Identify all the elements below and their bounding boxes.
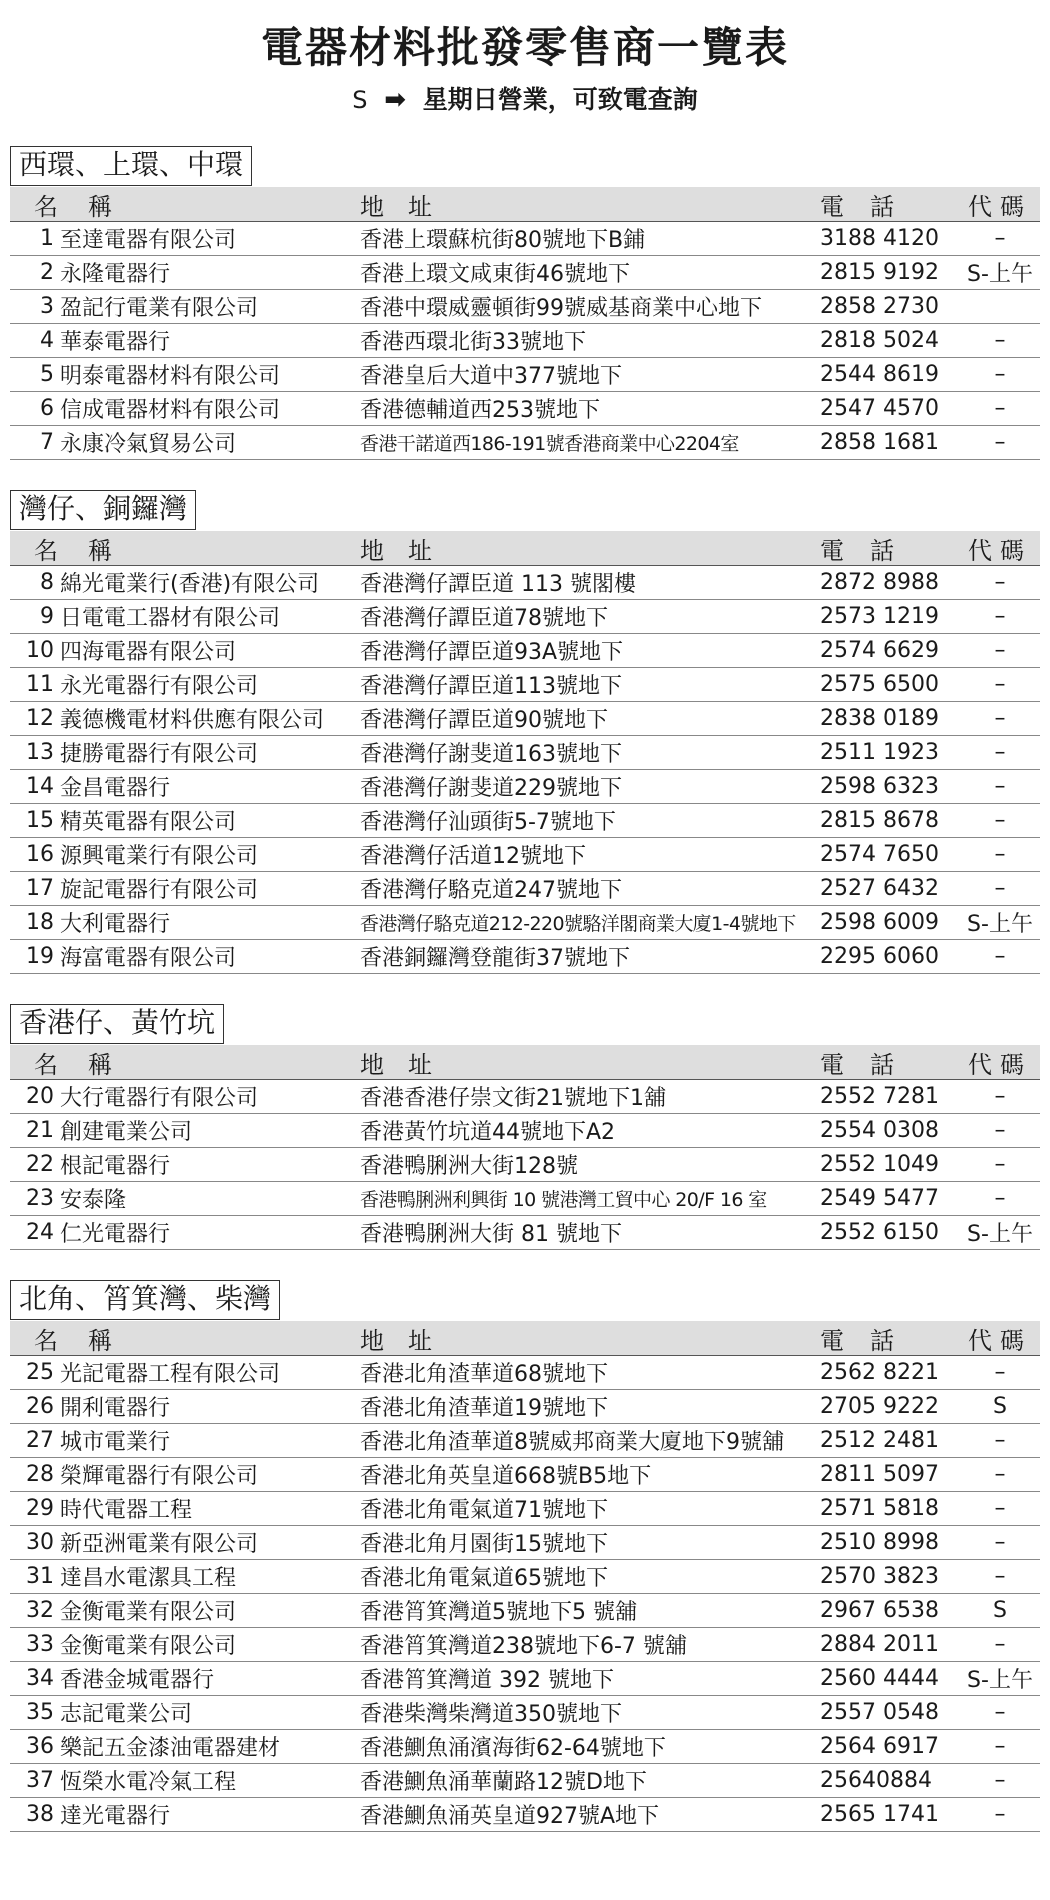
shop-address: 香港德輔道西253號地下 xyxy=(360,398,600,423)
shop-code: – xyxy=(994,944,1006,969)
shop-address: 香港上環文咸東街46號地下 xyxy=(360,262,630,287)
shop-code: – xyxy=(994,808,1006,833)
shop-phone: 2811 5097 xyxy=(820,1462,939,1487)
row-number: 32 xyxy=(26,1598,54,1623)
row-number: 28 xyxy=(26,1462,54,1487)
shop-address: 香港灣仔譚臣道113號地下 xyxy=(360,674,622,699)
header-address: 地址 xyxy=(360,536,456,565)
shop-phone: 2527 6432 xyxy=(820,876,939,901)
shop-phone: 2549 5477 xyxy=(820,1186,939,1211)
table-row xyxy=(10,1492,1040,1526)
shop-address: 香港皇后大道中377號地下 xyxy=(360,364,622,389)
shop-name: 信成電器材料有限公司 xyxy=(60,398,281,423)
shop-code: – xyxy=(994,638,1006,663)
row-number: 7 xyxy=(40,430,54,455)
shop-name: 盈記行電業有限公司 xyxy=(60,296,259,321)
shop-address: 香港灣仔汕頭街5-7號地下 xyxy=(360,810,616,835)
header-phone: 電話 xyxy=(820,1326,920,1355)
row-number: 11 xyxy=(26,672,54,697)
shop-name: 根記電器行 xyxy=(60,1154,171,1179)
section-title: 香港仔、黃竹坑 xyxy=(10,1004,224,1044)
table-row xyxy=(10,1764,1040,1798)
shop-code: – xyxy=(994,570,1006,595)
district-section xyxy=(10,146,1040,460)
shop-address: 香港灣仔譚臣道90號地下 xyxy=(360,708,608,733)
shop-code: – xyxy=(994,328,1006,353)
shop-code: – xyxy=(994,1152,1006,1177)
district-section xyxy=(10,490,1040,974)
shop-name: 仁光電器行 xyxy=(60,1222,171,1247)
header-address: 地址 xyxy=(360,1326,456,1355)
district-section xyxy=(10,1280,1040,1832)
table-row xyxy=(10,222,1040,256)
table-row xyxy=(10,1526,1040,1560)
row-number: 35 xyxy=(26,1700,54,1725)
shop-code: – xyxy=(994,1462,1006,1487)
shop-address: 香港北角電氣道65號地下 xyxy=(360,1566,608,1591)
shop-table xyxy=(10,531,1040,974)
table-row xyxy=(10,1356,1040,1390)
shop-phone: 2570 3823 xyxy=(820,1564,939,1589)
shop-name: 恆榮水電冷氣工程 xyxy=(60,1770,237,1795)
shop-phone: 2544 8619 xyxy=(820,362,939,387)
shop-code: – xyxy=(994,430,1006,455)
shop-code: – xyxy=(994,1118,1006,1143)
row-number: 9 xyxy=(40,604,54,629)
table-row xyxy=(10,290,1040,324)
shop-name: 永隆電器行 xyxy=(60,262,171,287)
shop-address: 香港鰂魚涌華蘭路12號D地下 xyxy=(360,1770,647,1795)
shop-phone: 2967 6538 xyxy=(820,1598,939,1623)
table-row xyxy=(10,566,1040,600)
shop-address: 香港銅鑼灣登龍街37號地下 xyxy=(360,946,630,971)
shop-address: 香港西環北街33號地下 xyxy=(360,330,586,355)
shop-code: S xyxy=(993,1598,1007,1623)
table-row xyxy=(10,872,1040,906)
shop-code: – xyxy=(994,1632,1006,1657)
table-row xyxy=(10,668,1040,702)
sunday-code: S xyxy=(352,86,368,114)
shop-phone: 3188 4120 xyxy=(820,226,939,251)
row-number: 25 xyxy=(26,1360,54,1385)
section-title: 西環、上環、中環 xyxy=(10,146,252,186)
row-number: 33 xyxy=(26,1632,54,1657)
row-number: 12 xyxy=(26,706,54,731)
row-number: 23 xyxy=(26,1186,54,1211)
shop-code: – xyxy=(994,1084,1006,1109)
shop-address: 香港北角月園街15號地下 xyxy=(360,1532,608,1557)
shop-phone: 2872 8988 xyxy=(820,570,939,595)
row-number: 20 xyxy=(26,1084,54,1109)
shop-code: – xyxy=(994,672,1006,697)
shop-address: 香港北角渣華道19號地下 xyxy=(360,1396,608,1421)
shop-code: – xyxy=(994,842,1006,867)
row-number: 1 xyxy=(40,226,54,251)
shop-phone: 2510 8998 xyxy=(820,1530,939,1555)
row-number: 29 xyxy=(26,1496,54,1521)
row-number: 38 xyxy=(26,1802,54,1827)
table-row xyxy=(10,1080,1040,1114)
shop-name: 旋記電器行有限公司 xyxy=(60,878,259,903)
table-row xyxy=(10,256,1040,290)
shop-name: 城市電業行 xyxy=(60,1430,171,1455)
shop-code: – xyxy=(994,1700,1006,1725)
shop-phone: 2295 6060 xyxy=(820,944,939,969)
shop-code: – xyxy=(994,774,1006,799)
shop-name: 達昌水電潔具工程 xyxy=(60,1566,237,1591)
header-name: 名稱 xyxy=(34,1050,142,1079)
shop-phone: 2560 4444 xyxy=(820,1666,939,1691)
shop-phone: 2858 2730 xyxy=(820,294,939,319)
shop-code: – xyxy=(994,1360,1006,1385)
row-number: 2 xyxy=(40,260,54,285)
table-header xyxy=(10,1045,1040,1080)
row-number: 34 xyxy=(26,1666,54,1691)
shop-phone: 2552 7281 xyxy=(820,1084,939,1109)
shop-phone: 2838 0189 xyxy=(820,706,939,731)
shop-code: – xyxy=(994,1530,1006,1555)
shop-address: 香港北角渣華道8號威邦商業大廈地下9號舖 xyxy=(360,1430,784,1455)
shop-address: 香港灣仔謝斐道163號地下 xyxy=(360,742,622,767)
row-number: 14 xyxy=(26,774,54,799)
shop-code: – xyxy=(994,396,1006,421)
row-number: 21 xyxy=(26,1118,54,1143)
shop-address: 香港筲箕灣道5號地下5 號舖 xyxy=(360,1600,637,1625)
shop-phone: 2815 9192 xyxy=(820,260,939,285)
shop-address: 香港灣仔活道12號地下 xyxy=(360,844,586,869)
shop-phone: 2574 6629 xyxy=(820,638,939,663)
shop-name: 志記電業公司 xyxy=(60,1702,193,1727)
row-number: 4 xyxy=(40,328,54,353)
shop-name: 大行電器行有限公司 xyxy=(60,1086,259,1111)
row-number: 27 xyxy=(26,1428,54,1453)
shop-code: – xyxy=(994,1496,1006,1521)
shop-name: 綿光電業行(香港)有限公司 xyxy=(60,572,320,597)
shop-phone: 2512 2481 xyxy=(820,1428,939,1453)
table-header xyxy=(10,531,1040,566)
shop-address: 香港灣仔駱克道212-220號駱洋閣商業大廈1-4號地下 xyxy=(360,913,796,935)
shop-code: – xyxy=(994,1564,1006,1589)
table-row xyxy=(10,736,1040,770)
shop-address: 香港香港仔崇文街21號地下1舖 xyxy=(360,1086,666,1111)
table-row xyxy=(10,1628,1040,1662)
row-number: 18 xyxy=(26,910,54,935)
table-row xyxy=(10,392,1040,426)
table-row xyxy=(10,1148,1040,1182)
shop-phone: 25640884 xyxy=(820,1768,932,1793)
shop-code: – xyxy=(994,740,1006,765)
header-name: 名稱 xyxy=(34,536,142,565)
shop-name: 金衡電業有限公司 xyxy=(60,1600,237,1625)
table-row xyxy=(10,940,1040,974)
shop-address: 香港北角渣華道68號地下 xyxy=(360,1362,608,1387)
table-row xyxy=(10,426,1040,460)
shop-address: 香港鴨脷洲利興街 10 號港灣工貿中心 20/F 16 室 xyxy=(360,1189,767,1211)
shop-phone: 2552 6150 xyxy=(820,1220,939,1245)
shop-code: – xyxy=(994,1428,1006,1453)
shop-name: 華泰電器行 xyxy=(60,330,171,355)
shop-address: 香港鴨脷洲大街128號 xyxy=(360,1154,578,1179)
shop-code: S-上午 xyxy=(967,262,1033,287)
table-row xyxy=(10,358,1040,392)
shop-phone: 2574 7650 xyxy=(820,842,939,867)
shop-name: 開利電器行 xyxy=(60,1396,171,1421)
shop-address: 香港筲箕灣道 392 號地下 xyxy=(360,1668,614,1693)
shop-address: 香港灣仔譚臣道78號地下 xyxy=(360,606,608,631)
shop-name: 光記電器工程有限公司 xyxy=(60,1362,281,1387)
shop-code: – xyxy=(994,1734,1006,1759)
row-number: 6 xyxy=(40,396,54,421)
shop-name: 永光電器行有限公司 xyxy=(60,674,259,699)
header-name: 名稱 xyxy=(34,1326,142,1355)
shop-name: 安泰隆 xyxy=(60,1188,127,1213)
table-header xyxy=(10,187,1040,222)
shop-name: 金昌電器行 xyxy=(60,776,171,801)
table-row xyxy=(10,702,1040,736)
shop-name: 時代電器工程 xyxy=(60,1498,193,1523)
shop-name: 香港金城電器行 xyxy=(60,1668,215,1693)
shop-name: 榮輝電器行有限公司 xyxy=(60,1464,259,1489)
shop-code: S-上午 xyxy=(967,912,1033,937)
shop-address: 香港灣仔駱克道247號地下 xyxy=(360,878,622,903)
shop-name: 金衡電業有限公司 xyxy=(60,1634,237,1659)
shop-code: – xyxy=(994,706,1006,731)
shop-phone: 2705 9222 xyxy=(820,1394,939,1419)
shop-phone: 2598 6323 xyxy=(820,774,939,799)
row-number: 22 xyxy=(26,1152,54,1177)
shop-phone: 2554 0308 xyxy=(820,1118,939,1143)
table-row xyxy=(10,1696,1040,1730)
header-phone: 電話 xyxy=(820,1050,920,1079)
shop-name: 新亞洲電業有限公司 xyxy=(60,1532,259,1557)
shop-name: 源興電業行有限公司 xyxy=(60,844,259,869)
table-row xyxy=(10,1458,1040,1492)
shop-name: 義德機電材料供應有限公司 xyxy=(60,708,325,733)
shop-address: 香港鴨脷洲大街 81 號地下 xyxy=(360,1222,622,1247)
shop-phone: 2547 4570 xyxy=(820,396,939,421)
row-number: 10 xyxy=(26,638,54,663)
shop-name: 創建電業公司 xyxy=(60,1120,193,1145)
table-row xyxy=(10,634,1040,668)
shop-phone: 2511 1923 xyxy=(820,740,939,765)
shop-phone: 2575 6500 xyxy=(820,672,939,697)
shop-phone: 2598 6009 xyxy=(820,910,939,935)
header-name: 名稱 xyxy=(34,192,142,221)
shop-phone: 2815 8678 xyxy=(820,808,939,833)
header-code: 代碼 xyxy=(968,1326,1032,1355)
shop-table xyxy=(10,1045,1040,1250)
header-address: 地址 xyxy=(360,1050,456,1079)
shop-name: 日電電工器材有限公司 xyxy=(60,606,281,631)
shop-phone: 2565 1741 xyxy=(820,1802,939,1827)
shop-code: – xyxy=(994,1186,1006,1211)
shop-phone: 2564 6917 xyxy=(820,1734,939,1759)
arrow-right-icon: ➡ xyxy=(384,85,406,115)
table-row xyxy=(10,1662,1040,1696)
row-number: 8 xyxy=(40,570,54,595)
shop-code: S xyxy=(993,1394,1007,1419)
shop-address: 香港黃竹坑道44號地下A2 xyxy=(360,1120,616,1145)
shop-code: – xyxy=(994,362,1006,387)
shop-name: 捷勝電器行有限公司 xyxy=(60,742,259,767)
shop-address: 香港北角電氣道71號地下 xyxy=(360,1498,608,1523)
table-row xyxy=(10,1560,1040,1594)
header-code: 代碼 xyxy=(968,192,1032,221)
table-row xyxy=(10,1390,1040,1424)
shop-address: 香港鰂魚涌英皇道927號A地下 xyxy=(360,1804,660,1829)
row-number: 5 xyxy=(40,362,54,387)
shop-phone: 2562 8221 xyxy=(820,1360,939,1385)
shop-phone: 2573 1219 xyxy=(820,604,939,629)
row-number: 36 xyxy=(26,1734,54,1759)
shop-address: 香港筲箕灣道238號地下6-7 號舖 xyxy=(360,1634,687,1659)
shop-name: 樂記五金漆油電器建材 xyxy=(60,1736,281,1761)
shop-code: S-上午 xyxy=(967,1668,1033,1693)
page-subtitle xyxy=(0,82,1050,118)
table-header xyxy=(10,1321,1040,1356)
shop-name: 四海電器有限公司 xyxy=(60,640,237,665)
table-row xyxy=(10,1182,1040,1216)
row-number: 30 xyxy=(26,1530,54,1555)
shop-address: 香港灣仔謝斐道229號地下 xyxy=(360,776,622,801)
shop-address: 香港灣仔譚臣道 113 號閣樓 xyxy=(360,572,636,597)
table-row xyxy=(10,1594,1040,1628)
row-number: 17 xyxy=(26,876,54,901)
directory-sections xyxy=(10,146,1040,1862)
shop-phone: 2557 0548 xyxy=(820,1700,939,1725)
district-section xyxy=(10,1004,1040,1250)
table-row xyxy=(10,906,1040,940)
shop-address: 香港鰂魚涌濱海街62-64號地下 xyxy=(360,1736,666,1761)
shop-code: – xyxy=(994,876,1006,901)
row-number: 13 xyxy=(26,740,54,765)
row-number: 19 xyxy=(26,944,54,969)
shop-phone: 2571 5818 xyxy=(820,1496,939,1521)
shop-address: 香港北角英皇道668號B5地下 xyxy=(360,1464,652,1489)
shop-phone: 2858 1681 xyxy=(820,430,939,455)
shop-code: – xyxy=(994,604,1006,629)
table-row xyxy=(10,600,1040,634)
page-title: 電器材料批發零售商一覽表 xyxy=(260,23,789,72)
row-number: 3 xyxy=(40,294,54,319)
row-number: 15 xyxy=(26,808,54,833)
header-phone: 電話 xyxy=(820,192,920,221)
shop-name: 海富電器有限公司 xyxy=(60,946,237,971)
shop-name: 大利電器行 xyxy=(60,912,171,937)
row-number: 26 xyxy=(26,1394,54,1419)
shop-code: S-上午 xyxy=(967,1222,1033,1247)
section-title: 北角、筲箕灣、柴灣 xyxy=(10,1280,280,1320)
header-address: 地址 xyxy=(360,192,456,221)
shop-table xyxy=(10,1321,1040,1832)
table-row xyxy=(10,1114,1040,1148)
table-row xyxy=(10,1216,1040,1250)
shop-phone: 2884 2011 xyxy=(820,1632,939,1657)
table-row xyxy=(10,1730,1040,1764)
row-number: 31 xyxy=(26,1564,54,1589)
shop-address: 香港灣仔譚臣道93A號地下 xyxy=(360,640,624,665)
shop-phone: 2552 1049 xyxy=(820,1152,939,1177)
shop-name: 永康冷氣貿易公司 xyxy=(60,432,237,457)
shop-name: 達光電器行 xyxy=(60,1804,171,1829)
header-code: 代碼 xyxy=(968,536,1032,565)
table-row xyxy=(10,838,1040,872)
row-number: 24 xyxy=(26,1220,54,1245)
shop-address: 香港上環蘇杭街80號地下B鋪 xyxy=(360,228,646,253)
section-title: 灣仔、銅鑼灣 xyxy=(10,490,196,530)
header-code: 代碼 xyxy=(968,1050,1032,1079)
shop-table xyxy=(10,187,1040,460)
shop-name: 至達電器有限公司 xyxy=(60,228,237,253)
table-row xyxy=(10,1798,1040,1832)
table-row xyxy=(10,324,1040,358)
subtitle-text: 星期日營業，可致電查詢 xyxy=(422,85,698,114)
row-number: 37 xyxy=(26,1768,54,1793)
shop-phone: 2818 5024 xyxy=(820,328,939,353)
row-number: 16 xyxy=(26,842,54,867)
shop-code: – xyxy=(994,226,1006,251)
table-row xyxy=(10,804,1040,838)
shop-code: – xyxy=(994,1768,1006,1793)
table-row xyxy=(10,770,1040,804)
table-row xyxy=(10,1424,1040,1458)
shop-address: 香港干諾道西186-191號香港商業中心2204室 xyxy=(360,433,739,455)
header-phone: 電話 xyxy=(820,536,920,565)
shop-name: 明泰電器材料有限公司 xyxy=(60,364,281,389)
shop-code: – xyxy=(994,1802,1006,1827)
shop-address: 香港柴灣柴灣道350號地下 xyxy=(360,1702,622,1727)
shop-address: 香港中環威靈頓街99號威基商業中心地下 xyxy=(360,296,762,321)
shop-name: 精英電器有限公司 xyxy=(60,810,237,835)
